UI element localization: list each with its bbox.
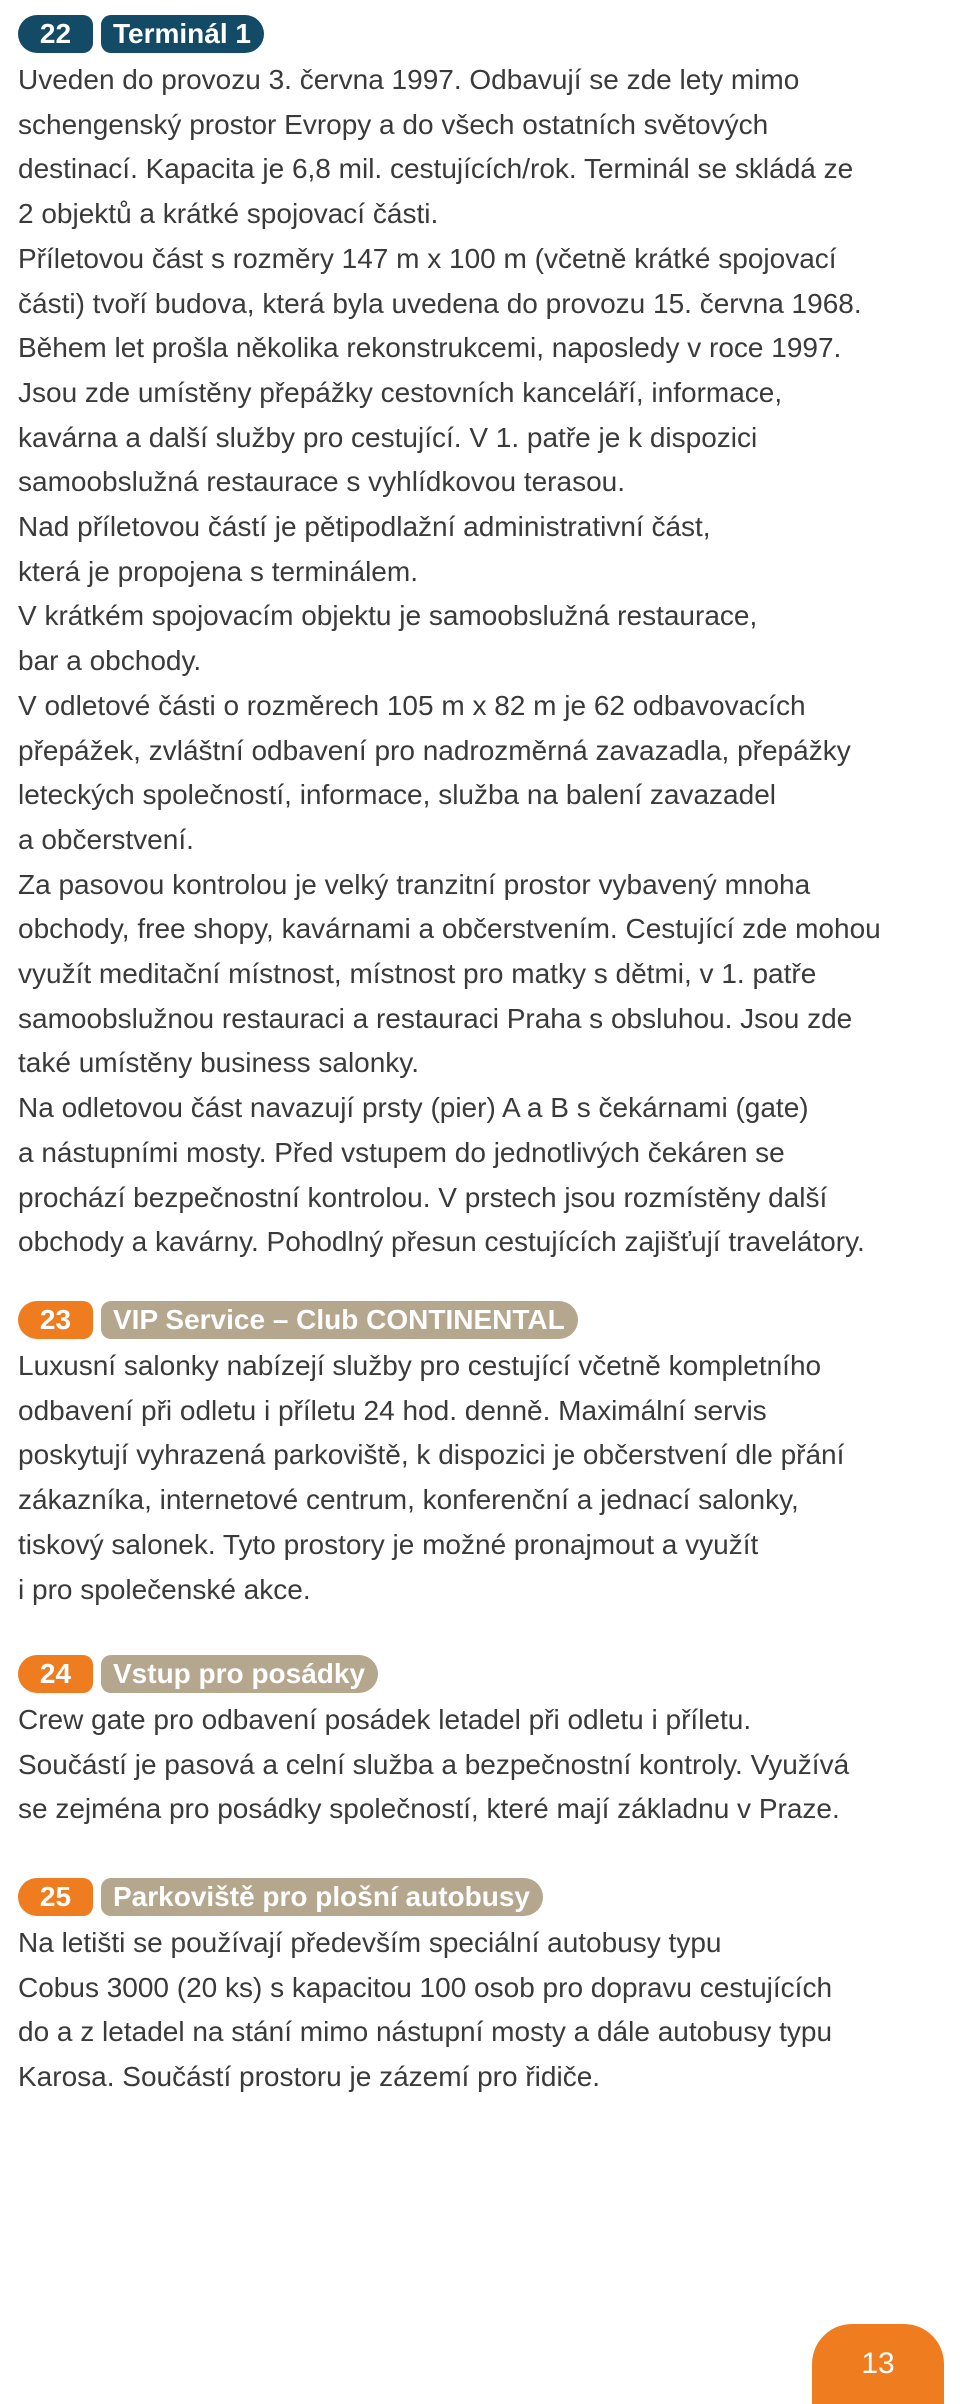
section-bus-parking xyxy=(18,1877,948,2100)
paragraph: V odletové části o rozměrech 105 m x 82 m je 62 odbavovacích přepážek, zvláštní odbavení pro nadrozměrná zavazadla, přepážky leteckých společností, informace, služba na balení zavazadel a občerstvení. xyxy=(18,689,851,855)
section-crew-entrance xyxy=(18,1654,948,1832)
paragraph: V krátkém spojovacím objektu je samoobslužná restaurace, bar a obchody. xyxy=(18,600,758,677)
section-title: Terminál 1 xyxy=(101,15,264,53)
paragraph: Na odletovou část navazují prsty (pier) A a B s čekárnami (gate) a nástupními mosty. Před vstupem do jednotlivých čekáren se prochází bezpečnostní kontrolou. V prstech jsou rozmístěny další obchody a kavárny. Pohodlný přesun cestujících zajišťují travelátory. xyxy=(18,1092,865,1258)
section-terminal-1 xyxy=(18,14,948,1265)
section-title: Parkoviště pro plošní autobusy xyxy=(101,1878,543,1916)
section-heading xyxy=(18,14,948,54)
section-number-badge: 22 xyxy=(18,15,93,53)
paragraph: Luxusní salonky nabízejí služby pro cestující včetně kompletního odbavení při odletu i příletu 24 hod. denně. Maximální servis poskytují vyhrazená parkoviště, k dispozici je občerstvení dle přání zákazníka, internetové centrum, konferenční a jednací salonky, tiskový salonek. Tyto prostory je možné pronajmout a využít i pro společenské akce. xyxy=(18,1350,845,1605)
section-heading xyxy=(18,1877,948,1917)
paragraph: Crew gate pro odbavení posádek letadel při odletu i příletu. Součástí je pasová a celní služba a bezpečnostní kontroly. Využívá se zejména pro posádky společností, které mají základnu v Praze. xyxy=(18,1704,850,1825)
paragraph: Na letišti se používají především speciální autobusy typu Cobus 3000 (20 ks) s kapacitou 100 osob pro dopravu cestujících do a z letadel na stání mimo nástupní mosty a dále autobusy typu Karosa. Součástí prostoru je zázemí pro řidiče. xyxy=(18,1927,833,2093)
paragraph: Za pasovou kontrolou je velký tranzitní prostor vybavený mnoha obchody, free shopy, kavárnami a občerstvením. Cestující zde mohou využít meditační místnost, místnost pro matky s dětmi, v 1. patře samoobslužnou restauraci a restauraci Praha s obsluhou. Jsou zde také umístěny business salonky. xyxy=(18,868,881,1079)
section-number-badge: 23 xyxy=(18,1301,93,1339)
section-title: Vstup pro posádky xyxy=(101,1655,378,1693)
paragraph: Nad příletovou částí je pětipodlažní administrativní část, která je propojena s terminálem. xyxy=(18,511,711,587)
paragraph: Příletovou část s rozměry 147 m x 100 m (včetně krátké spojovací části) tvoří budova, která byla uvedena do provozu 15. června 1968. Během let prošla několika rekonstrukcemi, naposledy v roce 1997. Jsou zde umístěny přepážky cestovních kanceláří, informace, kavárna a další služby pro cestující. V 1. patře je k dispozici samoobslužná restaurace s vyhlídkovou terasou. xyxy=(18,242,862,498)
section-heading xyxy=(18,1300,948,1340)
section-title: VIP Service – Club CONTINENTAL xyxy=(101,1301,578,1339)
paragraph: Uveden do provozu 3. června 1997. Odbavují se zde lety mimo schengenský prostor Evropy a do všech ostatních světových destinací. Kapacita je 6,8 mil. cestujících/rok. Terminál se skládá ze 2 objektů a krátké spojovací části. xyxy=(18,64,854,230)
section-number-badge: 25 xyxy=(18,1878,93,1916)
page-number: 13 xyxy=(812,2324,944,2404)
section-number-badge: 24 xyxy=(18,1655,93,1693)
section-vip-service xyxy=(18,1300,948,1612)
section-heading xyxy=(18,1654,948,1694)
